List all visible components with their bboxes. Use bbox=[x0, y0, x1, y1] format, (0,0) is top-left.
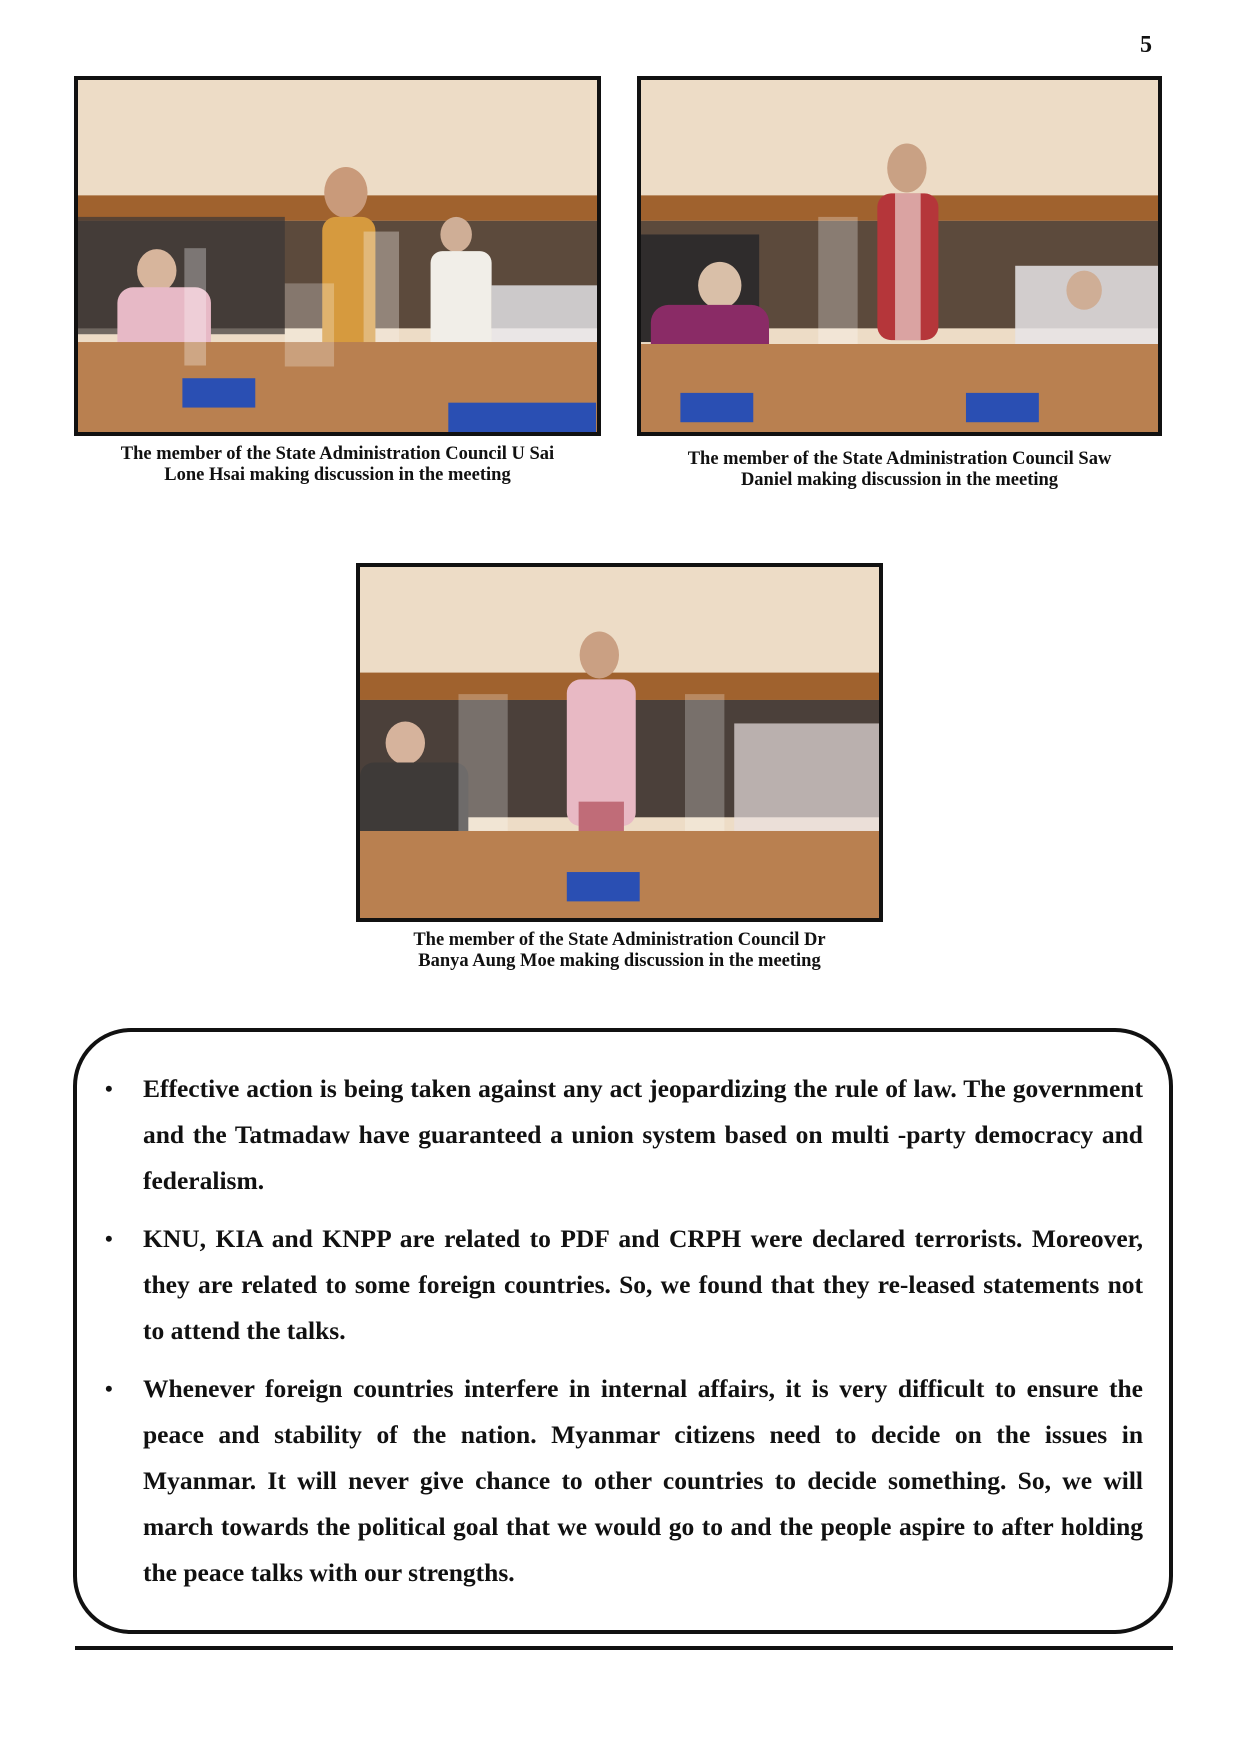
caption-line: The member of the State Administration Council Dr bbox=[413, 930, 826, 950]
caption-line: Lone Hsai making discussion in the meeting bbox=[164, 465, 511, 485]
bullet-text: Whenever foreign countries interfere in internal affairs, it is very difficult to ensure the peace and stability of the nation. Myanmar citizens need to decide on the issues in Myanmar. It will never give chance to other countries to decide something. So, we will march towards the political goal that we would go to and the people aspire to after holding the peace talks with our strengths. bbox=[143, 1374, 1143, 1587]
bullet-icon: • bbox=[105, 1076, 113, 1101]
meeting-photo-saw-daniel bbox=[637, 76, 1162, 436]
meeting-photo-dr-banya-aung-moe bbox=[356, 563, 883, 922]
list-item bbox=[105, 1066, 1143, 1204]
photo-caption-3 bbox=[356, 930, 883, 972]
caption-line: Daniel making discussion in the meeting bbox=[740, 470, 1059, 490]
page-number: 5 bbox=[1140, 32, 1152, 58]
list-item bbox=[105, 1216, 1143, 1354]
bullet-icon: • bbox=[105, 1376, 113, 1401]
bullet-text: KNU, KIA and KNPP are related to PDF and CRPH were declared terrorists. Moreover, they are related to some foreign countries. So, we found that they re-leased statements not to attend the talks. bbox=[143, 1224, 1143, 1345]
photo-caption-1 bbox=[74, 444, 601, 486]
caption-line: The member of the State Administration Council U Sai bbox=[120, 444, 555, 464]
caption-line: Banya Aung Moe making discussion in the meeting bbox=[418, 951, 821, 971]
list-item bbox=[105, 1366, 1143, 1596]
meeting-photo-u-sai-lone-hsai bbox=[74, 76, 601, 436]
footer-rule bbox=[75, 1646, 1173, 1650]
photo-scene bbox=[641, 80, 1158, 432]
bullet-text: Effective action is being taken against any act jeopardizing the rule of law. The government and the Tatmadaw have guaranteed a union system based on multi -party democracy and federalism. bbox=[143, 1074, 1143, 1195]
photo-caption-2 bbox=[637, 449, 1162, 491]
key-points-list bbox=[105, 1066, 1143, 1608]
photo-scene bbox=[78, 80, 597, 432]
caption-line: The member of the State Administration Council Saw bbox=[687, 449, 1112, 469]
key-points-box bbox=[73, 1028, 1173, 1634]
photo-scene bbox=[360, 567, 879, 918]
bullet-icon: • bbox=[105, 1226, 113, 1251]
